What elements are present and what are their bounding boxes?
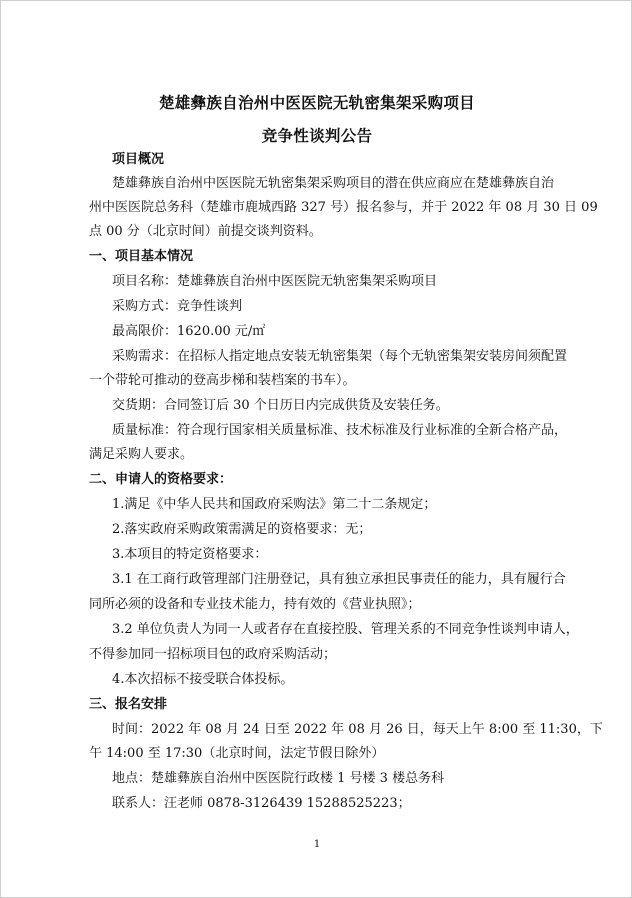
- quality-line: 质量标准：符合现行国家相关质量标准、技术标准及行业标准的全新合格产品，: [112, 423, 568, 438]
- registration-time: 午 14:00 至 17:30（北京时间，法定节假日除外）: [89, 746, 385, 761]
- project-name: 项目名称：楚雄彝族自治州中医医院无轨密集架采购项目: [112, 274, 438, 289]
- overview-heading: 项目概况: [112, 152, 165, 167]
- qualification-subitem: 3.1 在工商行政管理部门注册登记，具有独立承担民事责任的能力，具有履行合: [112, 572, 566, 587]
- quality-line: 满足采购人要求。: [89, 447, 194, 462]
- demand-line: 一个带轮可推动的登高步梯和装档案的书车）。: [89, 373, 356, 388]
- section3-heading: 三、报名安排: [89, 697, 168, 712]
- registration-time: 时间：2022 年 08 月 24 日至 2022 年 08 月 26 日，每天上午 8:00 至 11:30，下: [112, 722, 603, 737]
- overview-line: 楚雄彝族自治州中医医院无轨密集架采购项目的潜在供应商应在楚雄彝族自治: [112, 176, 555, 191]
- overview-line: 州中医医院总务科（楚雄市鹿城西路 327 号）报名参与，并于 2022 年 08 月 30 日 09: [89, 200, 598, 215]
- document-subtitle: 竞争性谈判公告: [261, 127, 373, 145]
- qualification-item: 2.落实政府采购政策需满足的资格要求：无；: [112, 522, 372, 537]
- page-number: 1: [313, 839, 321, 850]
- registration-contact: 联系人：汪老师 0878-3126439 15288525223；: [112, 796, 411, 811]
- qualification-subitem: 不得参加同一招标项目包的政府采购活动；: [89, 647, 337, 662]
- qualification-item: 1.满足《中华人民共和国政府采购法》第二十二条规定；: [112, 497, 437, 512]
- max-price: 最高限价：1620.00 元/㎡: [112, 324, 266, 339]
- delivery-term: 交货期：合同签订后 30 个日历日内完成供货及安装任务。: [112, 398, 449, 413]
- qualification-subitem: 3.2 单位负责人为同一人或者存在直接控股、管理关系的不同竞争性谈判申请人，: [112, 622, 579, 637]
- demand-line: 采购需求：在招标人指定地点安装无轨密集架（每个无轨密集架安装房间须配置: [112, 349, 568, 364]
- document-title: 楚雄彝族自治州中医医院无轨密集架采购项目: [158, 94, 475, 112]
- registration-location: 地点：楚雄彝族自治州中医医院行政楼 1 号楼 3 楼总务科: [112, 771, 445, 786]
- section1-heading: 一、项目基本情况: [89, 249, 194, 264]
- qualification-item: 4.本次招标不接受联合体投标。: [112, 672, 294, 687]
- procurement-method: 采购方式：竞争性谈判: [112, 299, 243, 314]
- overview-line: 点 00 分（北京时间）前提交谈判资料。: [89, 224, 322, 239]
- qualification-item: 3.本项目的特定资格要求：: [112, 547, 268, 562]
- section2-heading: 二、申请人的资格要求：: [89, 472, 233, 487]
- qualification-subitem: 同所必须的设备和专业技术能力，持有效的《营业执照》；: [89, 597, 421, 612]
